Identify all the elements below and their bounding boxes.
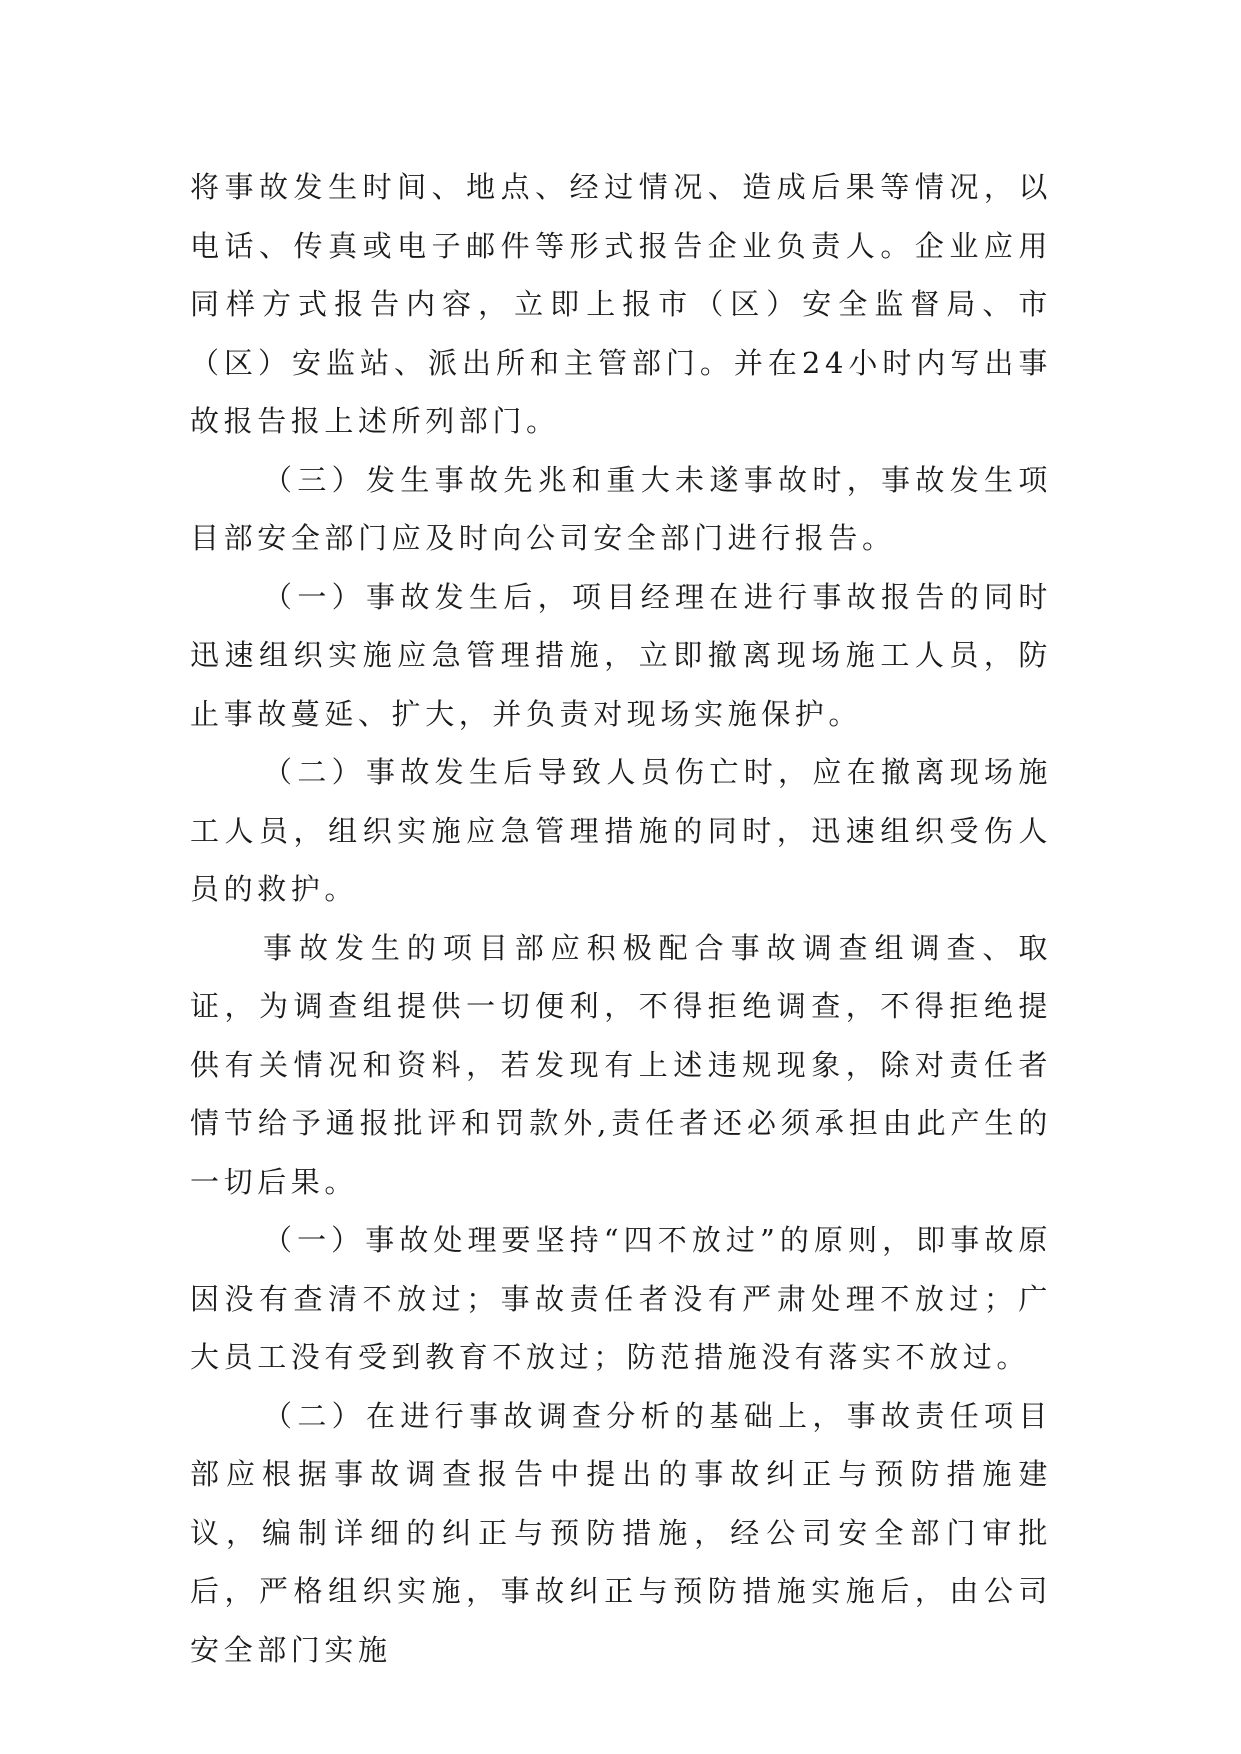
paragraph-1: 将事故发生时间、地点、经过情况、造成后果等情况，以电话、传真或电子邮件等形式报告企业负责人。企业应用同样方式报告内容，立即上报市（区）安全监督局、市（区）安监站、派出所和主管部门。并在24小时内写出事故报告报上述所列部门。 [190,170,1052,438]
paragraph-6: （一）事故处理要坚持“四不放过”的原则，即事故原因没有查清不放过；事故责任者没有严肃处理不放过；广大员工没有受到教育不放过；防范措施没有落实不放过。 [190,1223,1052,1374]
paragraph-5: 事故发生的项目部应积极配合事故调查组调查、取证，为调查组提供一切便利，不得拒绝调查，不得拒绝提供有关情况和资料，若发现有上述违规现象，除对责任者情节给予通报批评和罚款外,责任者还必须承担由此产生的一切后果。 [190,930,1052,1199]
paragraph-2: （三）发生事故先兆和重大未遂事故时，事故发生项目部安全部门应及时向公司安全部门进行报告。 [190,462,1052,555]
paragraph-7: （二）在进行事故调查分析的基础上，事故责任项目部应根据事故调查报告中提出的事故纠正与预防措施建议，编制详细的纠正与预防措施，经公司安全部门审批后，严格组织实施，事故纠正与预防措施实施后，由公司安全部门实施 [190,1398,1052,1667]
paragraph-3: （一）事故发生后，项目经理在进行事故报告的同时迅速组织实施应急管理措施，立即撤离现场施工人员，防止事故蔓延、扩大，并负责对现场实施保护。 [190,579,1052,731]
document-body [190,158,1052,1679]
paragraph-4: （二）事故发生后导致人员伤亡时，应在撤离现场施工人员，组织实施应急管理措施的同时，迅速组织受伤人员的救护。 [190,755,1052,906]
